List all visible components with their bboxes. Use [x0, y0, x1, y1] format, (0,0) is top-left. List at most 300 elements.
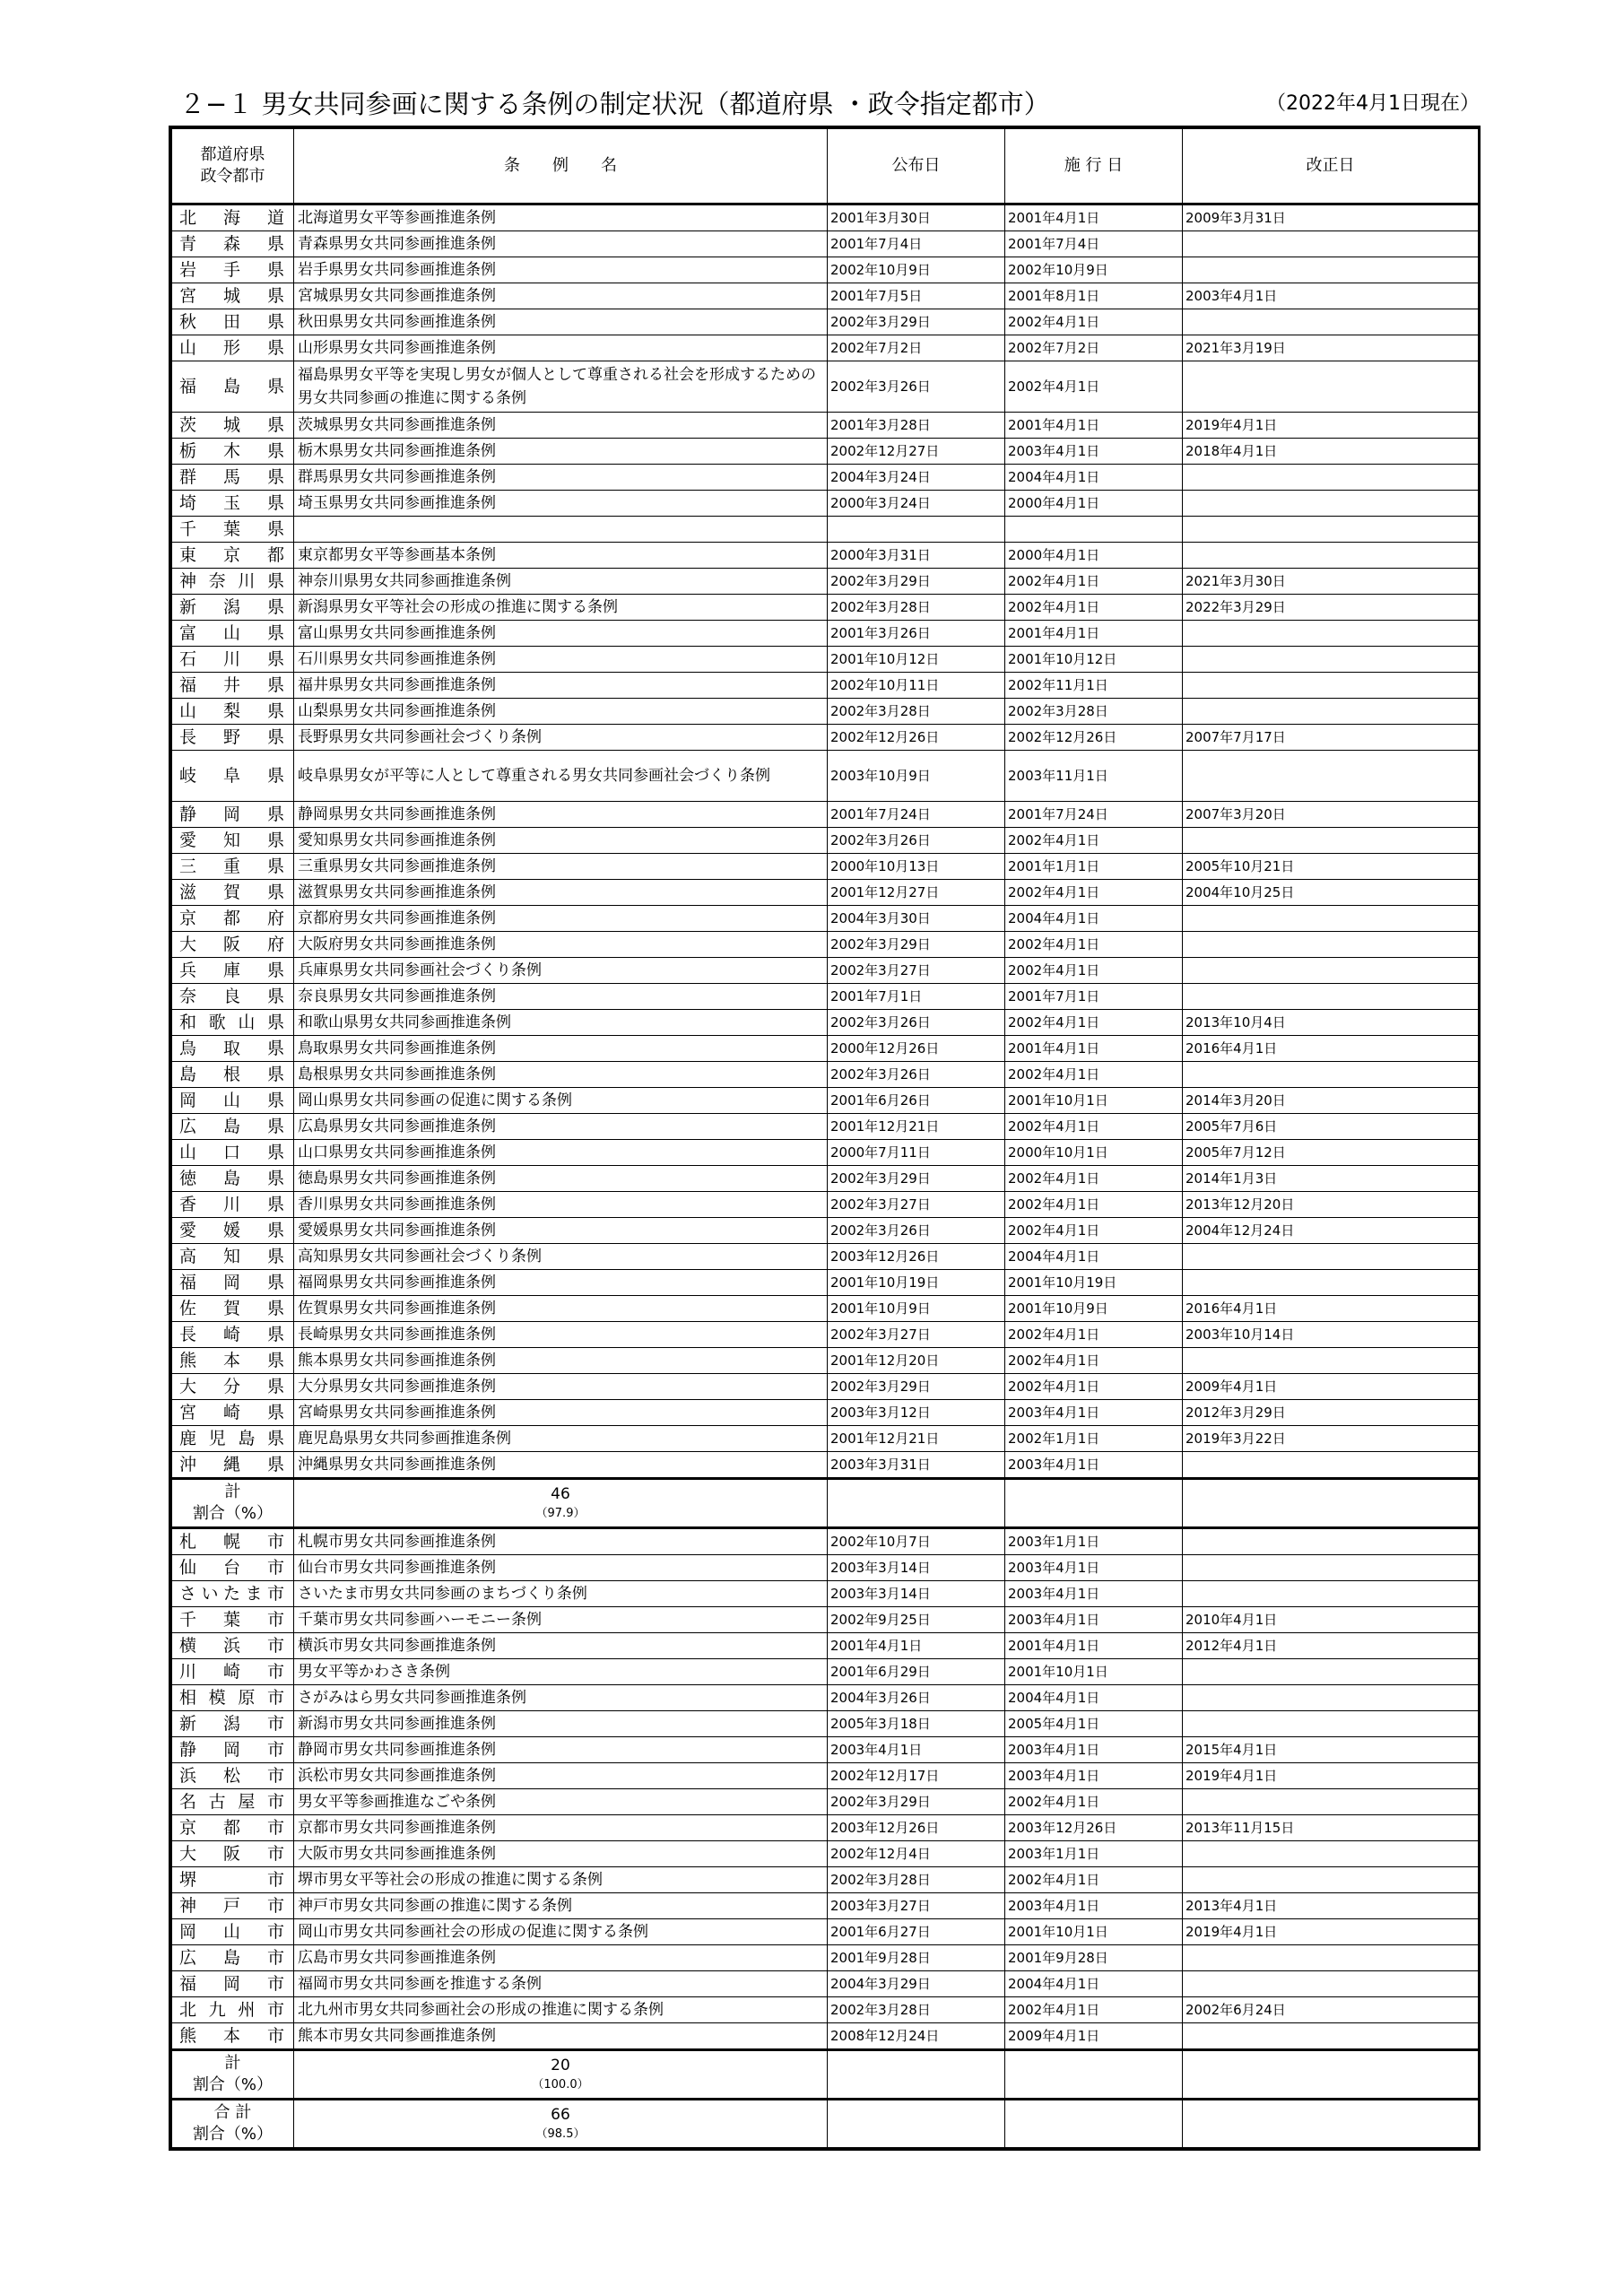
summary-label — [172, 2050, 294, 2100]
revised-date-cell: 2013年12月20日 — [1183, 1192, 1479, 1218]
jurisdiction-cell: 兵庫県 — [172, 958, 294, 984]
revised-date-cell: 2004年10月25日 — [1183, 880, 1479, 906]
promulgated-date-cell: 2001年10月9日 — [828, 1296, 1005, 1322]
enforced-date-cell: 2002年4月1日 — [1005, 1062, 1183, 1088]
prefecture-row — [172, 828, 1479, 854]
enforced-date-cell: 2004年4月1日 — [1005, 1685, 1183, 1711]
city-row — [172, 1528, 1479, 1555]
jurisdiction-cell: 和歌山県 — [172, 1010, 294, 1036]
revised-date-cell — [1183, 984, 1479, 1010]
ordinance-name-cell: 北海道男女平等参画推進条例 — [294, 204, 828, 231]
jurisdiction-cell: 神戸市 — [172, 1893, 294, 1919]
promulgated-date-cell: 2002年3月28日 — [828, 1997, 1005, 2023]
ordinance-table-wrapper — [169, 126, 1481, 2151]
revised-date-cell — [1183, 1685, 1479, 1711]
revised-date-cell: 2018年4月1日 — [1183, 439, 1479, 465]
enforced-date-cell: 2002年4月1日 — [1005, 828, 1183, 854]
city-row — [172, 1945, 1479, 1971]
promulgated-date-cell: 2002年3月29日 — [828, 1789, 1005, 1815]
ordinance-name-cell: 熊本市男女共同参画推進条例 — [294, 2023, 828, 2050]
jurisdiction-cell: 山梨県 — [172, 699, 294, 725]
enforced-date-cell: 2003年4月1日 — [1005, 1581, 1183, 1607]
prefecture-row — [172, 335, 1479, 361]
city-row — [172, 1685, 1479, 1711]
city-summary-row — [172, 2050, 1479, 2100]
jurisdiction-cell: 群馬県 — [172, 465, 294, 491]
ordinance-table — [171, 128, 1479, 2148]
summary-percent: （100.0） — [532, 2078, 589, 2092]
enforced-date-cell: 2001年1月1日 — [1005, 854, 1183, 880]
enforced-date-cell: 2003年4月1日 — [1005, 1893, 1183, 1919]
jurisdiction-cell: 福岡市 — [172, 1971, 294, 1997]
ordinance-name-cell: 和歌山県男女共同参画推進条例 — [294, 1010, 828, 1036]
jurisdiction-cell: 栃木県 — [172, 439, 294, 465]
summary-label — [172, 1479, 294, 1528]
promulgated-date-cell: 2004年3月29日 — [828, 1971, 1005, 1997]
revised-date-cell: 2021年3月30日 — [1183, 569, 1479, 595]
jurisdiction-cell: 青森県 — [172, 231, 294, 257]
revised-date-cell: 2003年4月1日 — [1183, 283, 1479, 309]
revised-date-cell — [1183, 1711, 1479, 1737]
jurisdiction-cell: 川崎市 — [172, 1659, 294, 1685]
jurisdiction-cell: さいたま市 — [172, 1581, 294, 1607]
ordinance-name-cell: 岡山県男女共同参画の促進に関する条例 — [294, 1088, 828, 1114]
city-row — [172, 1737, 1479, 1763]
revised-date-cell — [1183, 231, 1479, 257]
jurisdiction-cell: 東京都 — [172, 543, 294, 569]
summary-label-ratio: 割合（%） — [192, 2075, 274, 2094]
prefecture-row — [172, 231, 1479, 257]
revised-date-cell — [1183, 1659, 1479, 1685]
promulgated-date-cell: 2002年12月4日 — [828, 1841, 1005, 1867]
prefecture-row — [172, 673, 1479, 699]
city-row — [172, 1607, 1479, 1633]
prefecture-row — [172, 647, 1479, 673]
ordinance-name-cell: 岩手県男女共同参画推進条例 — [294, 257, 828, 283]
promulgated-date-cell: 2002年3月29日 — [828, 1166, 1005, 1192]
prefecture-row — [172, 699, 1479, 725]
prefecture-row — [172, 1166, 1479, 1192]
jurisdiction-cell: 広島市 — [172, 1945, 294, 1971]
promulgated-date-cell: 2001年12月20日 — [828, 1348, 1005, 1374]
ordinance-name-cell: 熊本県男女共同参画推進条例 — [294, 1348, 828, 1374]
jurisdiction-cell: 富山県 — [172, 621, 294, 647]
city-row — [172, 1633, 1479, 1659]
promulgated-date-cell: 2003年12月26日 — [828, 1815, 1005, 1841]
ordinance-name-cell: 神戸市男女共同参画の推進に関する条例 — [294, 1893, 828, 1919]
header-enforced: 施 行 日 — [1005, 129, 1183, 204]
enforced-date-cell: 2009年4月1日 — [1005, 2023, 1183, 2050]
ordinance-name-cell: 高知県男女共同参画社会づくり条例 — [294, 1244, 828, 1270]
prefecture-row — [172, 1374, 1479, 1400]
ordinance-name-cell: 千葉市男女共同参画ハーモニー条例 — [294, 1607, 828, 1633]
enforced-date-cell: 2001年4月1日 — [1005, 1633, 1183, 1659]
promulgated-date-cell: 2001年12月27日 — [828, 880, 1005, 906]
summary-empty-cell — [1005, 1479, 1183, 1528]
summary-percent: （98.5） — [535, 2127, 586, 2141]
promulgated-date-cell: 2002年7月2日 — [828, 335, 1005, 361]
ordinance-name-cell: 横浜市男女共同参画推進条例 — [294, 1633, 828, 1659]
enforced-date-cell: 2003年4月1日 — [1005, 1607, 1183, 1633]
revised-date-cell — [1183, 309, 1479, 335]
enforced-date-cell: 2001年4月1日 — [1005, 1036, 1183, 1062]
revised-date-cell — [1183, 958, 1479, 984]
promulgated-date-cell: 2001年10月19日 — [828, 1270, 1005, 1296]
jurisdiction-cell: 大阪市 — [172, 1841, 294, 1867]
jurisdiction-cell: 大分県 — [172, 1374, 294, 1400]
city-row — [172, 1919, 1479, 1945]
prefecture-row — [172, 725, 1479, 751]
city-row — [172, 1893, 1479, 1919]
promulgated-date-cell: 2002年10月7日 — [828, 1528, 1005, 1555]
promulgated-date-cell: 2003年4月1日 — [828, 1737, 1005, 1763]
promulgated-date-cell: 2002年3月26日 — [828, 1218, 1005, 1244]
jurisdiction-cell: 静岡県 — [172, 802, 294, 828]
jurisdiction-cell: 岐阜県 — [172, 751, 294, 802]
ordinance-name-cell: 富山県男女共同参画推進条例 — [294, 621, 828, 647]
jurisdiction-cell: 福島県 — [172, 361, 294, 413]
ordinance-name-cell: 大阪府男女共同参画推進条例 — [294, 932, 828, 958]
revised-date-cell — [1183, 1270, 1479, 1296]
city-row — [172, 1841, 1479, 1867]
enforced-date-cell: 2002年4月1日 — [1005, 1166, 1183, 1192]
jurisdiction-cell: 福岡県 — [172, 1270, 294, 1296]
jurisdiction-cell: 鳥取県 — [172, 1036, 294, 1062]
enforced-date-cell: 2000年10月1日 — [1005, 1140, 1183, 1166]
promulgated-date-cell: 2003年3月12日 — [828, 1400, 1005, 1426]
ordinance-name-cell: 新潟県男女平等社会の形成の推進に関する条例 — [294, 595, 828, 621]
revised-date-cell — [1183, 1555, 1479, 1581]
total-summary-row — [172, 2100, 1479, 2148]
prefecture-row — [172, 1426, 1479, 1452]
revised-date-cell: 2019年4月1日 — [1183, 1919, 1479, 1945]
promulgated-date-cell: 2001年7月5日 — [828, 283, 1005, 309]
ordinance-name-cell: 静岡県男女共同参画推進条例 — [294, 802, 828, 828]
enforced-date-cell: 2002年4月1日 — [1005, 1114, 1183, 1140]
summary-percent: （97.9） — [535, 1507, 586, 1520]
jurisdiction-cell: 熊本県 — [172, 1348, 294, 1374]
summary-value — [294, 2100, 828, 2148]
revised-date-cell — [1183, 1789, 1479, 1815]
jurisdiction-cell: 岩手県 — [172, 257, 294, 283]
ordinance-name-cell: 香川県男女共同参画推進条例 — [294, 1192, 828, 1218]
revised-date-cell: 2007年3月20日 — [1183, 802, 1479, 828]
prefecture-row — [172, 802, 1479, 828]
jurisdiction-cell: 愛知県 — [172, 828, 294, 854]
promulgated-date-cell: 2002年3月29日 — [828, 1374, 1005, 1400]
promulgated-date-cell: 2002年3月27日 — [828, 958, 1005, 984]
summary-count: 46 — [551, 1485, 570, 1503]
jurisdiction-cell: 新潟県 — [172, 595, 294, 621]
enforced-date-cell: 2002年4月1日 — [1005, 309, 1183, 335]
promulgated-date-cell: 2003年3月14日 — [828, 1555, 1005, 1581]
city-row — [172, 1711, 1479, 1737]
prefecture-row — [172, 413, 1479, 439]
promulgated-date-cell: 2002年12月17日 — [828, 1763, 1005, 1789]
summary-empty-cell — [828, 2050, 1005, 2100]
revised-date-cell: 2007年7月17日 — [1183, 725, 1479, 751]
summary-label-total: 計 — [224, 1483, 241, 1501]
prefecture-row — [172, 1192, 1479, 1218]
promulgated-date-cell: 2002年3月28日 — [828, 1867, 1005, 1893]
header-name: 条 例 名 — [294, 129, 828, 204]
revised-date-cell: 2003年10月14日 — [1183, 1322, 1479, 1348]
prefecture-row — [172, 491, 1479, 517]
city-row — [172, 1867, 1479, 1893]
jurisdiction-cell: 佐賀県 — [172, 1296, 294, 1322]
enforced-date-cell: 2002年4月1日 — [1005, 932, 1183, 958]
ordinance-name-cell: 滋賀県男女共同参画推進条例 — [294, 880, 828, 906]
enforced-date-cell: 2002年7月2日 — [1005, 335, 1183, 361]
jurisdiction-cell: 北九州市 — [172, 1997, 294, 2023]
enforced-date-cell: 2001年4月1日 — [1005, 413, 1183, 439]
summary-empty-cell — [1183, 1479, 1479, 1528]
jurisdiction-cell: 仙台市 — [172, 1555, 294, 1581]
jurisdiction-cell: 長崎県 — [172, 1322, 294, 1348]
enforced-date-cell: 2002年4月1日 — [1005, 1374, 1183, 1400]
prefecture-row — [172, 906, 1479, 932]
jurisdiction-cell: 岡山県 — [172, 1088, 294, 1114]
prefecture-row — [172, 1400, 1479, 1426]
revised-date-cell: 2002年6月24日 — [1183, 1997, 1479, 2023]
prefecture-row — [172, 958, 1479, 984]
revised-date-cell — [1183, 647, 1479, 673]
promulgated-date-cell: 2003年10月9日 — [828, 751, 1005, 802]
ordinance-name-cell: 宮崎県男女共同参画推進条例 — [294, 1400, 828, 1426]
revised-date-cell: 2014年1月3日 — [1183, 1166, 1479, 1192]
promulgated-date-cell: 2002年3月26日 — [828, 828, 1005, 854]
summary-label — [172, 2100, 294, 2148]
summary-empty-cell — [828, 1479, 1005, 1528]
enforced-date-cell: 2004年4月1日 — [1005, 1244, 1183, 1270]
enforced-date-cell: 2003年4月1日 — [1005, 1555, 1183, 1581]
prefecture-summary-row — [172, 1479, 1479, 1528]
promulgated-date-cell: 2001年7月4日 — [828, 231, 1005, 257]
ordinance-name-cell: 京都府男女共同参画推進条例 — [294, 906, 828, 932]
promulgated-date-cell: 2002年3月29日 — [828, 569, 1005, 595]
promulgated-date-cell: 2002年12月26日 — [828, 725, 1005, 751]
revised-date-cell: 2005年7月12日 — [1183, 1140, 1479, 1166]
enforced-date-cell: 2001年7月1日 — [1005, 984, 1183, 1010]
revised-date-cell — [1183, 828, 1479, 854]
summary-empty-cell — [1183, 2050, 1479, 2100]
ordinance-name-cell: 石川県男女共同参画推進条例 — [294, 647, 828, 673]
revised-date-cell: 2019年4月1日 — [1183, 413, 1479, 439]
promulgated-date-cell: 2002年3月29日 — [828, 309, 1005, 335]
enforced-date-cell: 2002年4月1日 — [1005, 1348, 1183, 1374]
ordinance-name-cell: 札幌市男女共同参画推進条例 — [294, 1528, 828, 1555]
jurisdiction-cell: 新潟市 — [172, 1711, 294, 1737]
promulgated-date-cell: 2001年9月28日 — [828, 1945, 1005, 1971]
promulgated-date-cell: 2004年3月30日 — [828, 906, 1005, 932]
enforced-date-cell: 2003年4月1日 — [1005, 439, 1183, 465]
enforced-date-cell: 2004年4月1日 — [1005, 465, 1183, 491]
promulgated-date-cell: 2002年3月29日 — [828, 932, 1005, 958]
prefecture-row — [172, 1270, 1479, 1296]
ordinance-name-cell: 長野県男女共同参画社会づくり条例 — [294, 725, 828, 751]
enforced-date-cell: 2001年9月28日 — [1005, 1945, 1183, 1971]
ordinance-name-cell: 秋田県男女共同参画推進条例 — [294, 309, 828, 335]
revised-date-cell — [1183, 543, 1479, 569]
enforced-date-cell: 2004年4月1日 — [1005, 906, 1183, 932]
revised-date-cell — [1183, 699, 1479, 725]
enforced-date-cell: 2001年10月19日 — [1005, 1270, 1183, 1296]
promulgated-date-cell: 2003年12月26日 — [828, 1244, 1005, 1270]
enforced-date-cell: 2002年4月1日 — [1005, 1997, 1183, 2023]
jurisdiction-cell: 千葉市 — [172, 1607, 294, 1633]
jurisdiction-cell: 浜松市 — [172, 1763, 294, 1789]
prefecture-row — [172, 1036, 1479, 1062]
ordinance-name-cell: 新潟市男女共同参画推進条例 — [294, 1711, 828, 1737]
promulgated-date-cell: 2000年7月11日 — [828, 1140, 1005, 1166]
revised-date-cell — [1183, 1452, 1479, 1479]
promulgated-date-cell: 2000年3月24日 — [828, 491, 1005, 517]
enforced-date-cell: 2001年4月1日 — [1005, 621, 1183, 647]
enforced-date-cell: 2002年1月1日 — [1005, 1426, 1183, 1452]
prefecture-row — [172, 543, 1479, 569]
jurisdiction-cell: 埼玉県 — [172, 491, 294, 517]
jurisdiction-cell: 福井県 — [172, 673, 294, 699]
revised-date-cell — [1183, 465, 1479, 491]
prefecture-row — [172, 1452, 1479, 1479]
jurisdiction-cell: 山形県 — [172, 335, 294, 361]
jurisdiction-cell: 堺市 — [172, 1867, 294, 1893]
ordinance-name-cell: 山形県男女共同参画推進条例 — [294, 335, 828, 361]
promulgated-date-cell: 2003年3月31日 — [828, 1452, 1005, 1479]
summary-label-ratio: 割合（%） — [192, 1504, 274, 1523]
prefecture-row — [172, 595, 1479, 621]
revised-date-cell: 2013年10月4日 — [1183, 1010, 1479, 1036]
revised-date-cell: 2010年4月1日 — [1183, 1607, 1479, 1633]
revised-date-cell — [1183, 1062, 1479, 1088]
revised-date-cell — [1183, 751, 1479, 802]
enforced-date-cell: 2001年8月1日 — [1005, 283, 1183, 309]
enforced-date-cell: 2002年10月9日 — [1005, 257, 1183, 283]
promulgated-date-cell: 2004年3月24日 — [828, 465, 1005, 491]
ordinance-name-cell: 大阪市男女共同参画推進条例 — [294, 1841, 828, 1867]
ordinance-name-cell: 静岡市男女共同参画推進条例 — [294, 1737, 828, 1763]
jurisdiction-cell: 宮崎県 — [172, 1400, 294, 1426]
enforced-date-cell: 2003年4月1日 — [1005, 1763, 1183, 1789]
revised-date-cell: 2012年3月29日 — [1183, 1400, 1479, 1426]
ordinance-name-cell: 男女平等参画推進なごや条例 — [294, 1789, 828, 1815]
prefecture-row — [172, 283, 1479, 309]
revised-date-cell: 2015年4月1日 — [1183, 1737, 1479, 1763]
revised-date-cell: 2004年12月24日 — [1183, 1218, 1479, 1244]
revised-date-cell — [1183, 906, 1479, 932]
summary-label-total: 計 — [224, 2054, 241, 2073]
promulgated-date-cell: 2000年12月26日 — [828, 1036, 1005, 1062]
promulgated-date-cell: 2001年6月29日 — [828, 1659, 1005, 1685]
enforced-date-cell: 2002年3月28日 — [1005, 699, 1183, 725]
promulgated-date-cell: 2002年3月26日 — [828, 1010, 1005, 1036]
ordinance-name-cell: さいたま市男女共同参画のまちづくり条例 — [294, 1581, 828, 1607]
prefecture-row — [172, 517, 1479, 543]
summary-value — [294, 1479, 828, 1528]
revised-date-cell — [1183, 673, 1479, 699]
promulgated-date-cell: 2002年3月26日 — [828, 361, 1005, 413]
prefecture-row — [172, 1010, 1479, 1036]
city-row — [172, 1789, 1479, 1815]
revised-date-cell — [1183, 1581, 1479, 1607]
ordinance-name-cell: 佐賀県男女共同参画推進条例 — [294, 1296, 828, 1322]
promulgated-date-cell: 2001年6月27日 — [828, 1919, 1005, 1945]
summary-label-total: 合 計 — [213, 2103, 252, 2122]
jurisdiction-cell: 札幌市 — [172, 1528, 294, 1555]
prefecture-row — [172, 621, 1479, 647]
jurisdiction-cell: 岡山市 — [172, 1919, 294, 1945]
promulgated-date-cell: 2001年3月30日 — [828, 204, 1005, 231]
ordinance-name-cell: 徳島県男女共同参画推進条例 — [294, 1166, 828, 1192]
ordinance-name-cell: 東京都男女平等参画基本条例 — [294, 543, 828, 569]
promulgated-date-cell: 2000年10月13日 — [828, 854, 1005, 880]
city-row — [172, 1555, 1479, 1581]
promulgated-date-cell: 2002年3月27日 — [828, 1322, 1005, 1348]
prefecture-row — [172, 932, 1479, 958]
ordinance-name-cell — [294, 517, 828, 543]
prefecture-row — [172, 984, 1479, 1010]
promulgated-date-cell: 2001年10月12日 — [828, 647, 1005, 673]
prefecture-row — [172, 880, 1479, 906]
revised-date-cell: 2022年3月29日 — [1183, 595, 1479, 621]
summary-empty-cell — [1183, 2100, 1479, 2148]
jurisdiction-cell: 茨城県 — [172, 413, 294, 439]
ordinance-name-cell: 北九州市男女共同参画社会の形成の推進に関する条例 — [294, 1997, 828, 2023]
revised-date-cell: 2014年3月20日 — [1183, 1088, 1479, 1114]
ordinance-name-cell: 鳥取県男女共同参画推進条例 — [294, 1036, 828, 1062]
promulgated-date-cell: 2001年3月28日 — [828, 413, 1005, 439]
enforced-date-cell: 2000年4月1日 — [1005, 491, 1183, 517]
revised-date-cell — [1183, 932, 1479, 958]
enforced-date-cell: 2003年12月26日 — [1005, 1815, 1183, 1841]
promulgated-date-cell: 2002年3月28日 — [828, 699, 1005, 725]
city-row — [172, 1997, 1479, 2023]
jurisdiction-cell: 三重県 — [172, 854, 294, 880]
summary-value — [294, 2050, 828, 2100]
prefecture-row — [172, 1140, 1479, 1166]
promulgated-date-cell: 2001年12月21日 — [828, 1114, 1005, 1140]
jurisdiction-cell: 京都府 — [172, 906, 294, 932]
promulgated-date-cell: 2001年7月1日 — [828, 984, 1005, 1010]
ordinance-name-cell: 埼玉県男女共同参画推進条例 — [294, 491, 828, 517]
promulgated-date-cell: 2002年10月9日 — [828, 257, 1005, 283]
ordinance-name-cell: 山梨県男女共同参画推進条例 — [294, 699, 828, 725]
promulgated-date-cell: 2002年3月27日 — [828, 1192, 1005, 1218]
enforced-date-cell: 2003年1月1日 — [1005, 1528, 1183, 1555]
ordinance-name-cell: 仙台市男女共同参画推進条例 — [294, 1555, 828, 1581]
ordinance-name-cell: 鹿児島県男女共同参画推進条例 — [294, 1426, 828, 1452]
revised-date-cell — [1183, 621, 1479, 647]
jurisdiction-cell: 石川県 — [172, 647, 294, 673]
ordinance-name-cell: 広島市男女共同参画推進条例 — [294, 1945, 828, 1971]
revised-date-cell: 2013年11月15日 — [1183, 1815, 1479, 1841]
jurisdiction-cell: 島根県 — [172, 1062, 294, 1088]
revised-date-cell: 2009年3月31日 — [1183, 204, 1479, 231]
page-header — [169, 85, 1480, 123]
promulgated-date-cell: 2001年3月26日 — [828, 621, 1005, 647]
jurisdiction-cell: 鹿児島県 — [172, 1426, 294, 1452]
promulgated-date-cell: 2000年3月31日 — [828, 543, 1005, 569]
header-pref-line2: 政令都市 — [200, 167, 265, 186]
ordinance-name-cell: 栃木県男女共同参画推進条例 — [294, 439, 828, 465]
enforced-date-cell: 2005年4月1日 — [1005, 1711, 1183, 1737]
enforced-date-cell: 2001年10月1日 — [1005, 1659, 1183, 1685]
ordinance-name-cell: 浜松市男女共同参画推進条例 — [294, 1763, 828, 1789]
enforced-date-cell: 2002年11月1日 — [1005, 673, 1183, 699]
enforced-date-cell: 2002年4月1日 — [1005, 1218, 1183, 1244]
enforced-date-cell: 2002年4月1日 — [1005, 1789, 1183, 1815]
ordinance-name-cell: 群馬県男女共同参画推進条例 — [294, 465, 828, 491]
